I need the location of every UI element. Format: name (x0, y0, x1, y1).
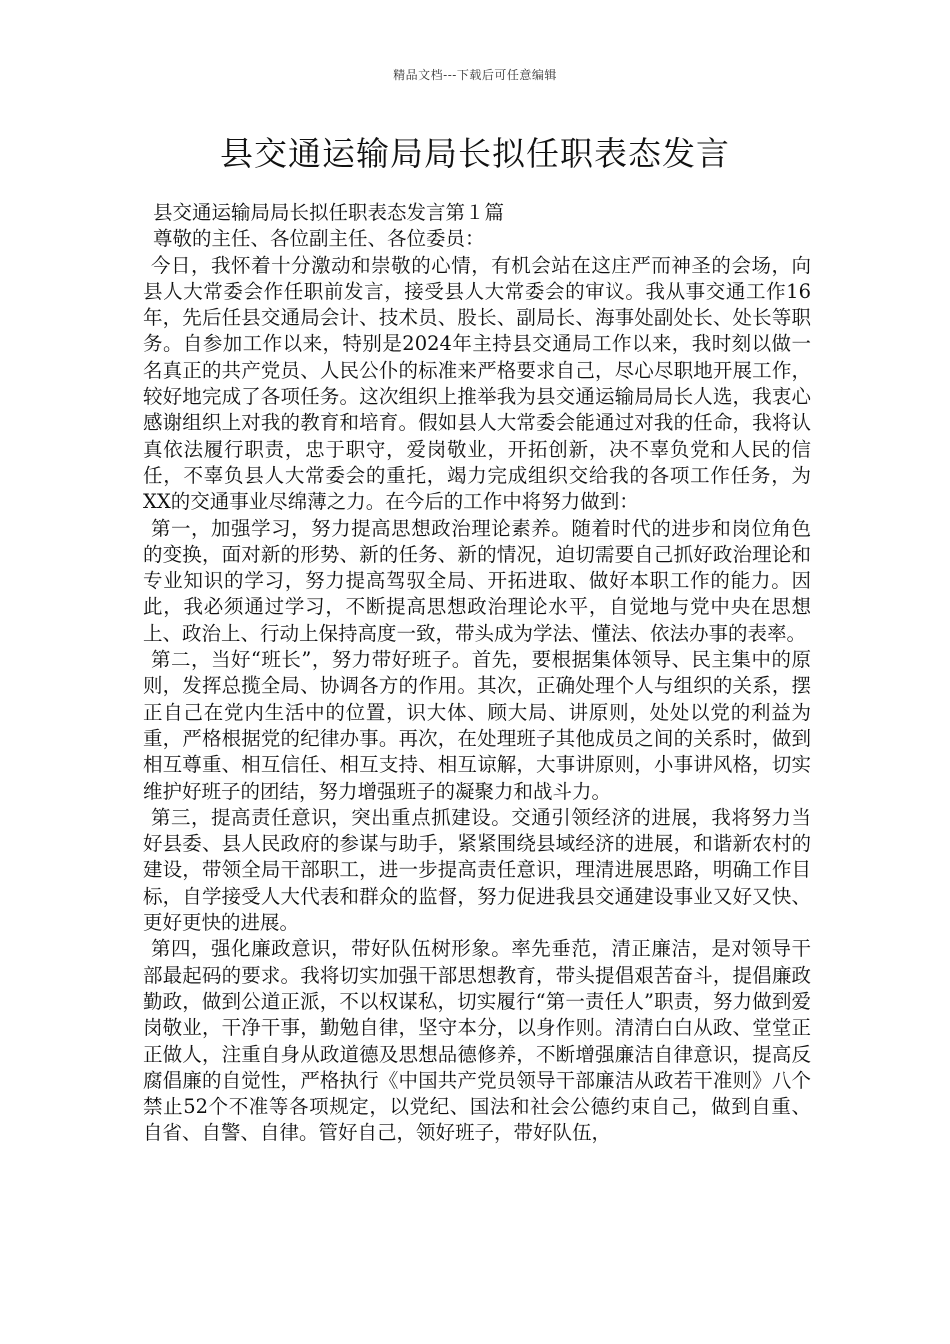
paragraph-intro: 今日，我怀着十分激动和崇敬的心情，有机会站在这庄严而神圣的会场，向县人大常委会作任职前发言，接受县人大常委会的审议。我从事交通工作16年，先后任县交通局会计、技术员、股长、副局长、海事处副处长、处长等职务。自参加工作以来，特别是2024年主持县交通局工作以来，我时刻以做一名真正的共产党员、人民公仆的标准来严格要求自己，尽心尽职地开展工作，较好地完成了各项任务。这次组织上推举我为县交通运输局局长人选，我衷心感谢组织上对我的教育和培育。假如县人大常委会能通过对我的任命，我将认真依法履行职责，忠于职守，爱岗敬业，开拓创新，决不辜负党和人民的信任，不辜负县人大常委会的重托，竭力完成组织交给我的各项工作任务，为XX的交通事业尽绵薄之力。在今后的工作中将努力做到： (143, 253, 811, 514)
section-heading: 县交通运输局局长拟任职表态发言第１篇 (153, 201, 505, 224)
paragraph-third: 第三，提高责任意识，突出重点抓建设。交通引领经济的进展，我将努力当好县委、县人民政府的参谋与助手，紧紧围绕县域经济的进展，和谐新农村的建设，带领全局干部职工，进一步提高责任意识，理清进展思路，明确工作目标，自学接受人大代表和群众的监督，努力促进我县交通建设事业又好又快、更好更快的进展。 (143, 805, 811, 935)
paragraph-fourth: 第四，强化廉政意识，带好队伍树形象。率先垂范，清正廉洁，是对领导干部最起码的要求。我将切实加强干部思想教育，带头提倡艰苦奋斗，提倡廉政勤政，做到公道正派，不以权谋私，切实履行“第一责任人”职责，努力做到爱岗敬业，干净干事，勤勉自律，坚守本分，以身作则。清清白白从政、堂堂正正做人，注重自身从政道德及思想品德修养，不断增强廉洁自律意识，提高反腐倡廉的自觉性，严格执行《中国共产党员领导干部廉洁从政若干准则》八个禁止52个不准等各项规定，以党纪、国法和社会公德约束自己，做到自重、自省、自警、自律。管好自己，领好班子，带好队伍， (143, 937, 811, 1145)
document-title: 县交通运输局局长拟任职表态发言 (220, 134, 730, 173)
salutation: 尊敬的主任、各位副主任、各位委员： (153, 227, 485, 251)
paragraph-second: 第二，当好“班长”，努力带好班子。首先，要根据集体领导、民主集中的原则，发挥总揽全局、协调各方的作用。其次，正确处理个人与组织的关系，摆正自己在党内生活中的位置，识大体、顾大局、讲原则，处处以党的利益为重，严格根据党的纪律办事。再次，在处理班子其他成员之间的关系时，做到相互尊重、相互信任、相互支持、相互谅解，大事讲原则，小事讲风格，切实维护好班子的团结，努力增强班子的凝聚力和战斗力。 (143, 648, 811, 803)
paragraph-first: 第一，加强学习，努力提高思想政治理论素养。随着时代的进步和岗位角色的变换，面对新的形势、新的任务、新的情况，迫切需要自己抓好政治理论和专业知识的学习，努力提高驾驭全局、开拓进取、做好本职工作的能力。因此，我必须通过学习，不断提高思想政治理论水平，自觉地与党中央在思想上、政治上、行动上保持高度一致，带头成为学法、懂法、依法办事的表率。 (143, 516, 811, 645)
header-note: 精品文档---下载后可任意编辑 (393, 68, 557, 82)
document-body (143, 200, 811, 1147)
